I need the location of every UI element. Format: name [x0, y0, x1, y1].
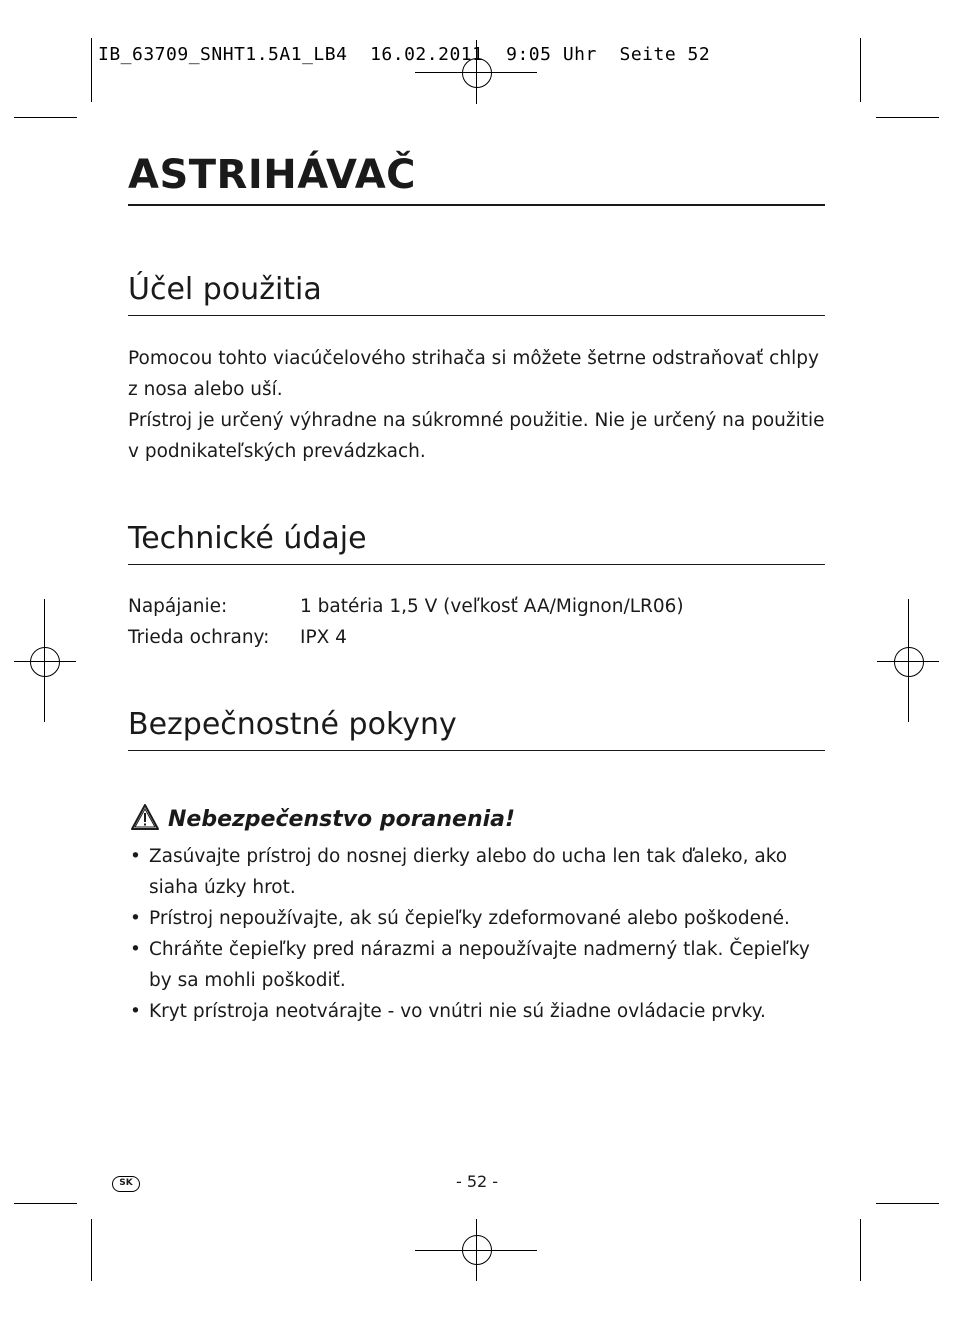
spec-label: Napájanie: — [128, 596, 228, 617]
section-rule — [128, 315, 825, 316]
warning-header — [130, 803, 515, 835]
spec-value: 1 batéria 1,5 V (veľkosť AA/Mignon/LR06) — [300, 596, 684, 617]
language-badge: SK — [112, 1176, 140, 1192]
warning-title: Nebezpečenstvo poranenia! — [168, 806, 516, 832]
purpose-paragraph-2: Prístroj je určený výhradne na súkromné použitie. Nie je určený na použitie v podnikateľských prevádzkach. — [128, 410, 825, 462]
section-heading-safety: Bezpečnostné pokyny — [128, 707, 457, 742]
list-item: • Zasúvajte prístroj do nosnej dierky alebo do ucha len tak ďaleko, ako siaha úzky hrot. — [128, 841, 818, 903]
section-rule — [128, 750, 825, 751]
list-item: • Chráňte čepieľky pred nárazmi a nepoužívajte nadmerný tlak. Čepieľky by sa mohli poškodiť. — [128, 934, 818, 996]
title-rule — [128, 204, 825, 206]
spec-label: Trieda ochrany: — [128, 627, 270, 648]
section-heading-purpose: Účel použitia — [128, 272, 322, 307]
print-slug: IB_63709_SNHT1.5A1_LB4 16.02.2011 9:05 Uhr Seite 52 — [98, 44, 711, 65]
purpose-paragraph-1: Pomocou tohto viacúčelového strihača si môžete šetrne odstraňovať chlpy z nosa alebo uší. — [128, 348, 819, 400]
section-rule — [128, 564, 825, 565]
list-item: • Kryt prístroja neotvárajte - vo vnútri nie sú žiadne ovládacie prvky. — [128, 996, 818, 1027]
safety-bullet-list — [128, 841, 818, 1027]
page-title: ASTRIHÁVAČ — [128, 152, 417, 198]
page-number: - 52 - — [455, 1172, 499, 1191]
section-heading-specs: Technické údaje — [128, 521, 367, 556]
spec-value: IPX 4 — [300, 627, 347, 648]
warning-triangle-icon — [130, 803, 160, 835]
list-item: • Prístroj nepoužívajte, ak sú čepieľky zdeformované alebo poškodené. — [128, 903, 818, 934]
